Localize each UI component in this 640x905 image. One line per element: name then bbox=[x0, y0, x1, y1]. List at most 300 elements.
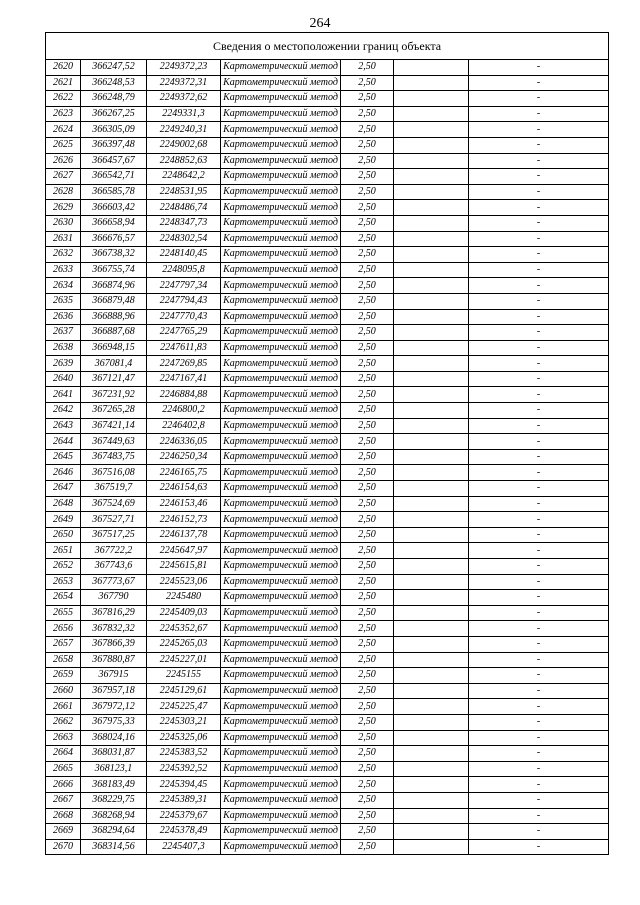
point-number-cell: 2637 bbox=[46, 325, 81, 341]
method-cell: Картометрический метод bbox=[221, 792, 341, 808]
method-cell: Картометрический метод bbox=[221, 465, 341, 481]
table-row bbox=[46, 75, 609, 91]
x-coordinate-cell: 368123,1 bbox=[81, 761, 147, 777]
accuracy-cell: 2,50 bbox=[341, 169, 394, 185]
description-cell: - bbox=[469, 340, 609, 356]
y-coordinate-cell: 2246800,2 bbox=[147, 403, 221, 419]
description-cell: - bbox=[469, 824, 609, 840]
y-coordinate-cell: 2245129,61 bbox=[147, 683, 221, 699]
point-number-cell: 2622 bbox=[46, 91, 81, 107]
description-cell: - bbox=[469, 746, 609, 762]
table-row bbox=[46, 91, 609, 107]
accuracy-cell: 2,50 bbox=[341, 605, 394, 621]
table-row bbox=[46, 215, 609, 231]
description-cell: - bbox=[469, 590, 609, 606]
description-cell: - bbox=[469, 621, 609, 637]
method-cell: Картометрический метод bbox=[221, 247, 341, 263]
extra-cell bbox=[394, 527, 469, 543]
description-cell: - bbox=[469, 449, 609, 465]
accuracy-cell: 2,50 bbox=[341, 215, 394, 231]
y-coordinate-cell: 2246402,8 bbox=[147, 418, 221, 434]
x-coordinate-cell: 366248,53 bbox=[81, 75, 147, 91]
point-number-cell: 2654 bbox=[46, 590, 81, 606]
extra-cell bbox=[394, 808, 469, 824]
table-row bbox=[46, 543, 609, 559]
y-coordinate-cell: 2248302,54 bbox=[147, 231, 221, 247]
x-coordinate-cell: 367743,6 bbox=[81, 559, 147, 575]
table-row bbox=[46, 730, 609, 746]
y-coordinate-cell: 2246250,34 bbox=[147, 449, 221, 465]
point-number-cell: 2670 bbox=[46, 839, 81, 855]
accuracy-cell: 2,50 bbox=[341, 683, 394, 699]
accuracy-cell: 2,50 bbox=[341, 418, 394, 434]
method-cell: Картометрический метод bbox=[221, 106, 341, 122]
table-row bbox=[46, 356, 609, 372]
accuracy-cell: 2,50 bbox=[341, 153, 394, 169]
extra-cell bbox=[394, 636, 469, 652]
y-coordinate-cell: 2246884,88 bbox=[147, 387, 221, 403]
accuracy-cell: 2,50 bbox=[341, 106, 394, 122]
extra-cell bbox=[394, 278, 469, 294]
table-row bbox=[46, 325, 609, 341]
point-number-cell: 2643 bbox=[46, 418, 81, 434]
table-row bbox=[46, 106, 609, 122]
extra-cell bbox=[394, 75, 469, 91]
x-coordinate-cell: 367915 bbox=[81, 668, 147, 684]
accuracy-cell: 2,50 bbox=[341, 512, 394, 528]
table-body bbox=[46, 33, 609, 855]
method-cell: Картометрический метод bbox=[221, 824, 341, 840]
accuracy-cell: 2,50 bbox=[341, 309, 394, 325]
description-cell: - bbox=[469, 200, 609, 216]
accuracy-cell: 2,50 bbox=[341, 496, 394, 512]
y-coordinate-cell: 2246165,75 bbox=[147, 465, 221, 481]
accuracy-cell: 2,50 bbox=[341, 75, 394, 91]
extra-cell bbox=[394, 371, 469, 387]
table-row bbox=[46, 262, 609, 278]
accuracy-cell: 2,50 bbox=[341, 449, 394, 465]
accuracy-cell: 2,50 bbox=[341, 465, 394, 481]
description-cell: - bbox=[469, 184, 609, 200]
method-cell: Картометрический метод bbox=[221, 590, 341, 606]
method-cell: Картометрический метод bbox=[221, 403, 341, 419]
y-coordinate-cell: 2249372,31 bbox=[147, 75, 221, 91]
method-cell: Картометрический метод bbox=[221, 730, 341, 746]
accuracy-cell: 2,50 bbox=[341, 137, 394, 153]
y-coordinate-cell: 2245394,45 bbox=[147, 777, 221, 793]
description-cell: - bbox=[469, 543, 609, 559]
method-cell: Картометрический метод bbox=[221, 668, 341, 684]
y-coordinate-cell: 2245523,06 bbox=[147, 574, 221, 590]
method-cell: Картометрический метод bbox=[221, 262, 341, 278]
point-number-cell: 2653 bbox=[46, 574, 81, 590]
accuracy-cell: 2,50 bbox=[341, 91, 394, 107]
table-row bbox=[46, 340, 609, 356]
x-coordinate-cell: 366248,79 bbox=[81, 91, 147, 107]
table-row bbox=[46, 808, 609, 824]
y-coordinate-cell: 2245389,31 bbox=[147, 792, 221, 808]
y-coordinate-cell: 2247794,43 bbox=[147, 293, 221, 309]
table-row bbox=[46, 574, 609, 590]
description-cell: - bbox=[469, 714, 609, 730]
method-cell: Картометрический метод bbox=[221, 543, 341, 559]
table-row bbox=[46, 418, 609, 434]
extra-cell bbox=[394, 309, 469, 325]
extra-cell bbox=[394, 434, 469, 450]
table-row bbox=[46, 278, 609, 294]
point-number-cell: 2628 bbox=[46, 184, 81, 200]
table-row bbox=[46, 683, 609, 699]
accuracy-cell: 2,50 bbox=[341, 403, 394, 419]
y-coordinate-cell: 2249372,23 bbox=[147, 60, 221, 76]
point-number-cell: 2626 bbox=[46, 153, 81, 169]
accuracy-cell: 2,50 bbox=[341, 730, 394, 746]
method-cell: Картометрический метод bbox=[221, 418, 341, 434]
description-cell: - bbox=[469, 636, 609, 652]
point-number-cell: 2663 bbox=[46, 730, 81, 746]
x-coordinate-cell: 367449,63 bbox=[81, 434, 147, 450]
method-cell: Картометрический метод bbox=[221, 636, 341, 652]
y-coordinate-cell: 2249240,31 bbox=[147, 122, 221, 138]
description-cell: - bbox=[469, 403, 609, 419]
description-cell: - bbox=[469, 122, 609, 138]
description-cell: - bbox=[469, 792, 609, 808]
extra-cell bbox=[394, 356, 469, 372]
extra-cell bbox=[394, 200, 469, 216]
accuracy-cell: 2,50 bbox=[341, 761, 394, 777]
table-row bbox=[46, 746, 609, 762]
method-cell: Картометрический метод bbox=[221, 481, 341, 497]
y-coordinate-cell: 2247770,43 bbox=[147, 309, 221, 325]
point-number-cell: 2649 bbox=[46, 512, 81, 528]
method-cell: Картометрический метод bbox=[221, 387, 341, 403]
point-number-cell: 2630 bbox=[46, 215, 81, 231]
table-row bbox=[46, 371, 609, 387]
description-cell: - bbox=[469, 434, 609, 450]
method-cell: Картометрический метод bbox=[221, 169, 341, 185]
description-cell: - bbox=[469, 559, 609, 575]
y-coordinate-cell: 2248095,8 bbox=[147, 262, 221, 278]
accuracy-cell: 2,50 bbox=[341, 777, 394, 793]
point-number-cell: 2651 bbox=[46, 543, 81, 559]
accuracy-cell: 2,50 bbox=[341, 746, 394, 762]
extra-cell bbox=[394, 387, 469, 403]
accuracy-cell: 2,50 bbox=[341, 839, 394, 855]
point-number-cell: 2669 bbox=[46, 824, 81, 840]
extra-cell bbox=[394, 340, 469, 356]
table-row bbox=[46, 293, 609, 309]
table-row bbox=[46, 122, 609, 138]
method-cell: Картометрический метод bbox=[221, 683, 341, 699]
y-coordinate-cell: 2248347,73 bbox=[147, 215, 221, 231]
x-coordinate-cell: 367483,75 bbox=[81, 449, 147, 465]
table-row bbox=[46, 231, 609, 247]
y-coordinate-cell: 2245480 bbox=[147, 590, 221, 606]
x-coordinate-cell: 368294,64 bbox=[81, 824, 147, 840]
point-number-cell: 2668 bbox=[46, 808, 81, 824]
table-row bbox=[46, 247, 609, 263]
point-number-cell: 2644 bbox=[46, 434, 81, 450]
x-coordinate-cell: 366457,67 bbox=[81, 153, 147, 169]
point-number-cell: 2645 bbox=[46, 449, 81, 465]
boundary-table bbox=[45, 32, 609, 855]
table-row bbox=[46, 590, 609, 606]
point-number-cell: 2638 bbox=[46, 340, 81, 356]
point-number-cell: 2662 bbox=[46, 714, 81, 730]
accuracy-cell: 2,50 bbox=[341, 481, 394, 497]
x-coordinate-cell: 366305,09 bbox=[81, 122, 147, 138]
x-coordinate-cell: 366755,74 bbox=[81, 262, 147, 278]
x-coordinate-cell: 367790 bbox=[81, 590, 147, 606]
method-cell: Картометрический метод bbox=[221, 278, 341, 294]
x-coordinate-cell: 367081,4 bbox=[81, 356, 147, 372]
description-cell: - bbox=[469, 574, 609, 590]
table-row bbox=[46, 777, 609, 793]
method-cell: Картометрический метод bbox=[221, 605, 341, 621]
y-coordinate-cell: 2245392,52 bbox=[147, 761, 221, 777]
point-number-cell: 2657 bbox=[46, 636, 81, 652]
extra-cell bbox=[394, 184, 469, 200]
table-row bbox=[46, 605, 609, 621]
method-cell: Картометрический метод bbox=[221, 309, 341, 325]
table-row bbox=[46, 527, 609, 543]
description-cell: - bbox=[469, 262, 609, 278]
extra-cell bbox=[394, 824, 469, 840]
y-coordinate-cell: 2246153,46 bbox=[147, 496, 221, 512]
y-coordinate-cell: 2249331,3 bbox=[147, 106, 221, 122]
point-number-cell: 2634 bbox=[46, 278, 81, 294]
y-coordinate-cell: 2245325,06 bbox=[147, 730, 221, 746]
x-coordinate-cell: 367121,47 bbox=[81, 371, 147, 387]
accuracy-cell: 2,50 bbox=[341, 699, 394, 715]
method-cell: Картометрический метод bbox=[221, 699, 341, 715]
point-number-cell: 2629 bbox=[46, 200, 81, 216]
table-row bbox=[46, 761, 609, 777]
extra-cell bbox=[394, 777, 469, 793]
x-coordinate-cell: 367773,67 bbox=[81, 574, 147, 590]
description-cell: - bbox=[469, 231, 609, 247]
y-coordinate-cell: 2247167,41 bbox=[147, 371, 221, 387]
y-coordinate-cell: 2245407,3 bbox=[147, 839, 221, 855]
description-cell: - bbox=[469, 293, 609, 309]
y-coordinate-cell: 2246154,63 bbox=[147, 481, 221, 497]
description-cell: - bbox=[469, 371, 609, 387]
extra-cell bbox=[394, 792, 469, 808]
x-coordinate-cell: 366887,68 bbox=[81, 325, 147, 341]
method-cell: Картометрический метод bbox=[221, 434, 341, 450]
point-number-cell: 2640 bbox=[46, 371, 81, 387]
accuracy-cell: 2,50 bbox=[341, 325, 394, 341]
extra-cell bbox=[394, 215, 469, 231]
extra-cell bbox=[394, 122, 469, 138]
method-cell: Картометрический метод bbox=[221, 449, 341, 465]
method-cell: Картометрический метод bbox=[221, 761, 341, 777]
table-row bbox=[46, 403, 609, 419]
x-coordinate-cell: 367421,14 bbox=[81, 418, 147, 434]
method-cell: Картометрический метод bbox=[221, 325, 341, 341]
y-coordinate-cell: 2245647,97 bbox=[147, 543, 221, 559]
point-number-cell: 2635 bbox=[46, 293, 81, 309]
y-coordinate-cell: 2245303,21 bbox=[147, 714, 221, 730]
description-cell: - bbox=[469, 808, 609, 824]
method-cell: Картометрический метод bbox=[221, 839, 341, 855]
extra-cell bbox=[394, 746, 469, 762]
point-number-cell: 2636 bbox=[46, 309, 81, 325]
extra-cell bbox=[394, 418, 469, 434]
y-coordinate-cell: 2246137,78 bbox=[147, 527, 221, 543]
y-coordinate-cell: 2247611,83 bbox=[147, 340, 221, 356]
table-row bbox=[46, 714, 609, 730]
x-coordinate-cell: 366948,15 bbox=[81, 340, 147, 356]
y-coordinate-cell: 2245155 bbox=[147, 668, 221, 684]
description-cell: - bbox=[469, 605, 609, 621]
extra-cell bbox=[394, 683, 469, 699]
x-coordinate-cell: 367265,28 bbox=[81, 403, 147, 419]
method-cell: Картометрический метод bbox=[221, 137, 341, 153]
accuracy-cell: 2,50 bbox=[341, 652, 394, 668]
accuracy-cell: 2,50 bbox=[341, 434, 394, 450]
x-coordinate-cell: 366585,78 bbox=[81, 184, 147, 200]
extra-cell bbox=[394, 106, 469, 122]
description-cell: - bbox=[469, 730, 609, 746]
y-coordinate-cell: 2247269,85 bbox=[147, 356, 221, 372]
point-number-cell: 2656 bbox=[46, 621, 81, 637]
extra-cell bbox=[394, 668, 469, 684]
description-cell: - bbox=[469, 652, 609, 668]
point-number-cell: 2620 bbox=[46, 60, 81, 76]
x-coordinate-cell: 367957,18 bbox=[81, 683, 147, 699]
table-row bbox=[46, 824, 609, 840]
table-row bbox=[46, 496, 609, 512]
x-coordinate-cell: 366542,71 bbox=[81, 169, 147, 185]
x-coordinate-cell: 366603,42 bbox=[81, 200, 147, 216]
x-coordinate-cell: 366738,32 bbox=[81, 247, 147, 263]
table-row bbox=[46, 699, 609, 715]
description-cell: - bbox=[469, 215, 609, 231]
x-coordinate-cell: 368314,56 bbox=[81, 839, 147, 855]
method-cell: Картометрический метод bbox=[221, 75, 341, 91]
x-coordinate-cell: 368183,49 bbox=[81, 777, 147, 793]
x-coordinate-cell: 367832,32 bbox=[81, 621, 147, 637]
extra-cell bbox=[394, 231, 469, 247]
point-number-cell: 2639 bbox=[46, 356, 81, 372]
y-coordinate-cell: 2245383,52 bbox=[147, 746, 221, 762]
method-cell: Картометрический метод bbox=[221, 512, 341, 528]
extra-cell bbox=[394, 761, 469, 777]
description-cell: - bbox=[469, 839, 609, 855]
description-cell: - bbox=[469, 777, 609, 793]
method-cell: Картометрический метод bbox=[221, 184, 341, 200]
description-cell: - bbox=[469, 169, 609, 185]
x-coordinate-cell: 367519,7 bbox=[81, 481, 147, 497]
x-coordinate-cell: 366888,96 bbox=[81, 309, 147, 325]
method-cell: Картометрический метод bbox=[221, 527, 341, 543]
table-row bbox=[46, 668, 609, 684]
table-row bbox=[46, 387, 609, 403]
method-cell: Картометрический метод bbox=[221, 91, 341, 107]
table-row bbox=[46, 184, 609, 200]
description-cell: - bbox=[469, 137, 609, 153]
description-cell: - bbox=[469, 75, 609, 91]
table-row bbox=[46, 512, 609, 528]
point-number-cell: 2632 bbox=[46, 247, 81, 263]
point-number-cell: 2666 bbox=[46, 777, 81, 793]
method-cell: Картометрический метод bbox=[221, 215, 341, 231]
description-cell: - bbox=[469, 106, 609, 122]
table-row bbox=[46, 449, 609, 465]
description-cell: - bbox=[469, 512, 609, 528]
table-row bbox=[46, 434, 609, 450]
description-cell: - bbox=[469, 699, 609, 715]
method-cell: Картометрический метод bbox=[221, 574, 341, 590]
accuracy-cell: 2,50 bbox=[341, 371, 394, 387]
description-cell: - bbox=[469, 496, 609, 512]
extra-cell bbox=[394, 621, 469, 637]
table-row bbox=[46, 559, 609, 575]
accuracy-cell: 2,50 bbox=[341, 340, 394, 356]
extra-cell bbox=[394, 512, 469, 528]
point-number-cell: 2667 bbox=[46, 792, 81, 808]
method-cell: Картометрический метод bbox=[221, 356, 341, 372]
description-cell: - bbox=[469, 418, 609, 434]
point-number-cell: 2650 bbox=[46, 527, 81, 543]
point-number-cell: 2652 bbox=[46, 559, 81, 575]
method-cell: Картометрический метод bbox=[221, 122, 341, 138]
extra-cell bbox=[394, 839, 469, 855]
extra-cell bbox=[394, 699, 469, 715]
description-cell: - bbox=[469, 153, 609, 169]
accuracy-cell: 2,50 bbox=[341, 262, 394, 278]
extra-cell bbox=[394, 496, 469, 512]
x-coordinate-cell: 367527,71 bbox=[81, 512, 147, 528]
description-cell: - bbox=[469, 668, 609, 684]
table-row bbox=[46, 839, 609, 855]
extra-cell bbox=[394, 262, 469, 278]
point-number-cell: 2665 bbox=[46, 761, 81, 777]
point-number-cell: 2631 bbox=[46, 231, 81, 247]
extra-cell bbox=[394, 465, 469, 481]
accuracy-cell: 2,50 bbox=[341, 527, 394, 543]
y-coordinate-cell: 2247797,34 bbox=[147, 278, 221, 294]
point-number-cell: 2655 bbox=[46, 605, 81, 621]
table-header-row bbox=[46, 33, 609, 60]
point-number-cell: 2664 bbox=[46, 746, 81, 762]
extra-cell bbox=[394, 559, 469, 575]
extra-cell bbox=[394, 247, 469, 263]
method-cell: Картометрический метод bbox=[221, 559, 341, 575]
x-coordinate-cell: 366658,94 bbox=[81, 215, 147, 231]
method-cell: Картометрический метод bbox=[221, 293, 341, 309]
accuracy-cell: 2,50 bbox=[341, 559, 394, 575]
table-row bbox=[46, 309, 609, 325]
x-coordinate-cell: 367722,2 bbox=[81, 543, 147, 559]
accuracy-cell: 2,50 bbox=[341, 574, 394, 590]
method-cell: Картометрический метод bbox=[221, 621, 341, 637]
extra-cell bbox=[394, 449, 469, 465]
accuracy-cell: 2,50 bbox=[341, 231, 394, 247]
extra-cell bbox=[394, 543, 469, 559]
x-coordinate-cell: 366874,96 bbox=[81, 278, 147, 294]
point-number-cell: 2659 bbox=[46, 668, 81, 684]
point-number-cell: 2621 bbox=[46, 75, 81, 91]
point-number-cell: 2642 bbox=[46, 403, 81, 419]
point-number-cell: 2624 bbox=[46, 122, 81, 138]
y-coordinate-cell: 2245265,03 bbox=[147, 636, 221, 652]
table-row bbox=[46, 153, 609, 169]
description-cell: - bbox=[469, 683, 609, 699]
x-coordinate-cell: 367975,33 bbox=[81, 714, 147, 730]
point-number-cell: 2625 bbox=[46, 137, 81, 153]
